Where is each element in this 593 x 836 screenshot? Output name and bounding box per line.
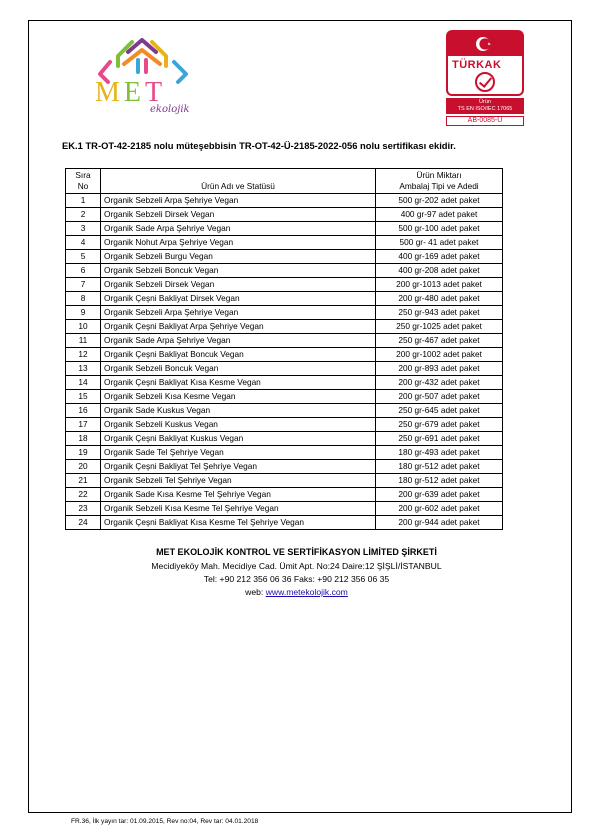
- website-link[interactable]: www.metekolojik.com: [265, 587, 348, 597]
- row-number: 15: [66, 390, 101, 404]
- product-table: [65, 168, 503, 530]
- accreditation-scope-line1: Ürün: [479, 99, 491, 105]
- row-amount: 200 gr-432 adet paket: [376, 376, 503, 390]
- row-number: 5: [66, 250, 101, 264]
- row-amount: 400 gr-208 adet paket: [376, 264, 503, 278]
- accreditation-scope-line2: TS EN ISO/IEC 17065: [457, 106, 513, 112]
- row-product: Organik Sebzeli Kısa Kesme Tel Şehriye Vegan: [101, 502, 376, 516]
- row-product: Organik Sade Kuskus Vegan: [101, 404, 376, 418]
- row-product: Organik Çeşni Bakliyat Boncuk Vegan: [101, 348, 376, 362]
- row-number: 14: [66, 376, 101, 390]
- row-amount: 250 gr-691 adet paket: [376, 432, 503, 446]
- table-row: [66, 488, 503, 502]
- row-number: 19: [66, 446, 101, 460]
- web-label: web:: [245, 587, 266, 597]
- row-amount: 250 gr-943 adet paket: [376, 306, 503, 320]
- table-row: [66, 446, 503, 460]
- table-row: [66, 432, 503, 446]
- row-number: 7: [66, 278, 101, 292]
- table-row: [66, 362, 503, 376]
- column-header-no: [66, 169, 101, 194]
- row-product: Organik Çeşni Bakliyat Kuskus Vegan: [101, 432, 376, 446]
- logo-letter-e: E: [123, 77, 146, 108]
- row-number: 1: [66, 194, 101, 208]
- row-number: 8: [66, 292, 101, 306]
- row-number: 23: [66, 502, 101, 516]
- table-row: [66, 292, 503, 306]
- row-amount: 500 gr- 41 adet paket: [376, 236, 503, 250]
- turkak-flag-band: [448, 32, 522, 56]
- column-header-amount-line1: Ürün Miktarı: [416, 170, 462, 180]
- row-product: Organik Sade Kısa Kesme Tel Şehriye Vegan: [101, 488, 376, 502]
- row-amount: 200 gr-602 adet paket: [376, 502, 503, 516]
- column-header-no-line1: Sıra: [75, 170, 91, 180]
- row-product: Organik Sebzeli Kuskus Vegan: [101, 418, 376, 432]
- row-product: Organik Sebzeli Tel Şehriye Vegan: [101, 474, 376, 488]
- row-product: Organik Sade Arpa Şehriye Vegan: [101, 222, 376, 236]
- row-amount: 250 gr-679 adet paket: [376, 418, 503, 432]
- row-amount: 180 gr-493 adet paket: [376, 446, 503, 460]
- row-number: 24: [66, 516, 101, 530]
- row-amount: 180 gr-512 adet paket: [376, 474, 503, 488]
- row-number: 18: [66, 432, 101, 446]
- accreditation-scope: [446, 98, 524, 114]
- table-row: [66, 474, 503, 488]
- table-row: [66, 306, 503, 320]
- table-row: [66, 390, 503, 404]
- footer: [0, 546, 593, 599]
- logo-letter-m: M: [95, 77, 124, 108]
- column-header-no-line2: No: [77, 181, 89, 191]
- row-product: Organik Sade Arpa Şehriye Vegan: [101, 334, 376, 348]
- document-heading: EK.1 TR-OT-42-2185 nolu müteşebbisin TR-OT-42-Ü-2185-2022-056 nolu sertifikası ekidir.: [62, 140, 456, 151]
- table-row: [66, 194, 503, 208]
- row-product: Organik Nohut Arpa Şehriye Vegan: [101, 236, 376, 250]
- row-amount: 200 gr-893 adet paket: [376, 362, 503, 376]
- row-amount: 250 gr-467 adet paket: [376, 334, 503, 348]
- row-amount: 200 gr-507 adet paket: [376, 390, 503, 404]
- table-header-row: [66, 169, 503, 194]
- table-row: [66, 264, 503, 278]
- row-product: Organik Sebzeli Arpa Şehriye Vegan: [101, 194, 376, 208]
- turkak-logo: [446, 30, 524, 96]
- row-product: Organik Çeşni Bakliyat Kısa Kesme Tel Şehriye Vegan: [101, 516, 376, 530]
- row-number: 21: [66, 474, 101, 488]
- row-number: 20: [66, 460, 101, 474]
- row-number: 3: [66, 222, 101, 236]
- row-number: 17: [66, 418, 101, 432]
- turkak-accreditation-badge: [446, 30, 524, 124]
- row-product: Organik Sebzeli Boncuk Vegan: [101, 362, 376, 376]
- column-header-amount: [376, 169, 503, 194]
- row-product: Organik Sebzeli Boncuk Vegan: [101, 264, 376, 278]
- row-amount: 250 gr-645 adet paket: [376, 404, 503, 418]
- row-number: 12: [66, 348, 101, 362]
- row-amount: 180 gr-512 adet paket: [376, 460, 503, 474]
- row-amount: 400 gr-97 adet paket: [376, 208, 503, 222]
- form-code: FR.36, İlk yayın tar: 01.09.2015, Rev no:04, Rev tar: 04.01.2018: [71, 818, 259, 825]
- row-amount: 200 gr-480 adet paket: [376, 292, 503, 306]
- row-number: 4: [66, 236, 101, 250]
- table-row: [66, 278, 503, 292]
- row-number: 6: [66, 264, 101, 278]
- row-number: 10: [66, 320, 101, 334]
- accreditation-code: AB-0085-U: [446, 116, 524, 126]
- row-amount: 500 gr-202 adet paket: [376, 194, 503, 208]
- row-number: 13: [66, 362, 101, 376]
- table-row: [66, 376, 503, 390]
- table-row: [66, 502, 503, 516]
- row-product: Organik Sebzeli Kısa Kesme Vegan: [101, 390, 376, 404]
- row-product: Organik Çeşni Bakliyat Dirsek Vegan: [101, 292, 376, 306]
- table-row: [66, 516, 503, 530]
- row-number: 9: [66, 306, 101, 320]
- row-amount: 200 gr-639 adet paket: [376, 488, 503, 502]
- row-amount: 500 gr-100 adet paket: [376, 222, 503, 236]
- table-row: [66, 208, 503, 222]
- row-number: 11: [66, 334, 101, 348]
- row-product: Organik Çeşni Bakliyat Tel Şehriye Vegan: [101, 460, 376, 474]
- row-amount: 250 gr-1025 adet paket: [376, 320, 503, 334]
- row-product: Organik Çeşni Bakliyat Kısa Kesme Vegan: [101, 376, 376, 390]
- table-row: [66, 404, 503, 418]
- company-phone: Tel: +90 212 356 06 36 Faks: +90 212 356 06 35: [203, 574, 390, 584]
- column-header-amount-line2: Ambalaj Tipi ve Adedi: [399, 181, 479, 191]
- row-amount: 200 gr-1013 adet paket: [376, 278, 503, 292]
- table-row: [66, 222, 503, 236]
- row-amount: 400 gr-169 adet paket: [376, 250, 503, 264]
- table-row: [66, 236, 503, 250]
- column-header-product: Ürün Adı ve Statüsü: [101, 169, 376, 194]
- company-name: MET EKOLOJİK KONTROL VE SERTİFİKASYON LİMİTED ŞİRKETİ: [156, 547, 437, 557]
- table-row: [66, 250, 503, 264]
- row-number: 2: [66, 208, 101, 222]
- row-product: Organik Sade Tel Şehriye Vegan: [101, 446, 376, 460]
- check-icon: [475, 72, 495, 92]
- row-amount: 200 gr-1002 adet paket: [376, 348, 503, 362]
- row-product: Organik Sebzeli Burgu Vegan: [101, 250, 376, 264]
- table-row: [66, 320, 503, 334]
- turkak-brand: TÜRKAK: [452, 59, 502, 71]
- company-address: Mecidiyeköy Mah. Mecidiye Cad. Ümit Apt. No:24 Daire:12 ŞİŞLİ/İSTANBUL: [151, 561, 442, 571]
- table-row: [66, 334, 503, 348]
- table-row: [66, 348, 503, 362]
- row-product: Organik Sebzeli Arpa Şehriye Vegan: [101, 306, 376, 320]
- row-number: 22: [66, 488, 101, 502]
- row-product: Organik Çeşni Bakliyat Arpa Şehriye Vegan: [101, 320, 376, 334]
- row-product: Organik Sebzeli Dirsek Vegan: [101, 278, 376, 292]
- table-row: [66, 460, 503, 474]
- logo-subtitle: ekolojik: [150, 104, 190, 115]
- row-amount: 200 gr-944 adet paket: [376, 516, 503, 530]
- row-number: 16: [66, 404, 101, 418]
- table-row: [66, 418, 503, 432]
- row-product: Organik Sebzeli Dirsek Vegan: [101, 208, 376, 222]
- company-web: [0, 586, 593, 599]
- logo-letter-t: T: [145, 77, 167, 108]
